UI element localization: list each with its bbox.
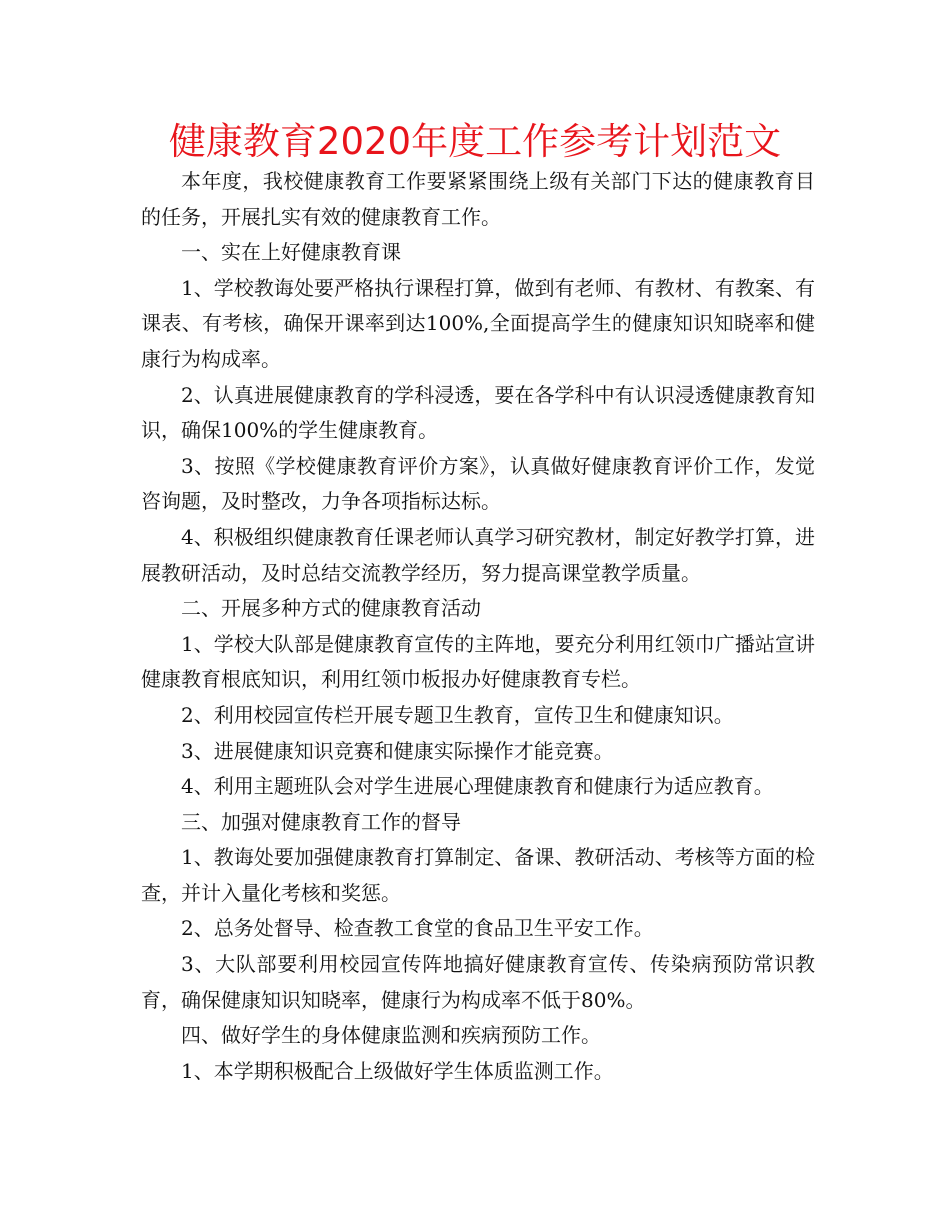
paragraph-1-4: 4、积极组织健康教育任课老师认真学习研究教材，制定好教学打算，进展教研活动，及时总结交流教学经历，努力提高课堂教学质量。 <box>141 524 815 585</box>
document-body <box>141 164 815 1089</box>
paragraph-2-3: 3、进展健康知识竞赛和健康实际操作才能竞赛。 <box>181 738 614 763</box>
paragraph-3-1: 1、教诲处要加强健康教育打算制定、备课、教研活动、考核等方面的检查，并计入量化考核和奖惩。 <box>141 845 815 905</box>
paragraph-3-3: 3、大队部要利用校园宣传阵地搞好健康教育宣传、传染病预防常识教育，确保健康知识知晓率，健康行为构成率不低于80%。 <box>141 952 815 1012</box>
document-title: 健康教育2020年度工作参考计划范文 <box>168 120 782 163</box>
section-heading-4: 四、做好学生的身体健康监测和疾病预防工作。 <box>181 1023 601 1048</box>
paragraph-3-2: 2、总务处督导、检查教工食堂的食品卫生平安工作。 <box>181 916 654 941</box>
paragraph-1-1: 1、学校教诲处要严格执行课程打算，做到有老师、有教材、有教案、有课表、有考核，确保开课率到达100%,全面提高学生的健康知识知晓率和健康行为构成率。 <box>141 275 815 371</box>
paragraph-intro: 本年度，我校健康教育工作要紧紧围绕上级有关部门下达的健康教育目的任务，开展扎实有效的健康教育工作。 <box>141 169 815 229</box>
paragraph-4-1: 1、本学期积极配合上级做好学生体质监测工作。 <box>181 1058 614 1083</box>
section-heading-2: 二、开展多种方式的健康教育活动 <box>181 596 481 621</box>
paragraph-2-4: 4、利用主题班队会对学生进展心理健康教育和健康行为适应教育。 <box>181 774 774 799</box>
section-heading-3: 三、加强对健康教育工作的督导 <box>181 809 461 834</box>
section-heading-1: 一、实在上好健康教育课 <box>181 240 401 265</box>
paragraph-1-2: 2、认真进展健康教育的学科浸透，要在各学科中有认识浸透健康教育知识，确保100%的学生健康教育。 <box>141 382 815 443</box>
paragraph-2-2: 2、利用校园宣传栏开展专题卫生教育，宣传卫生和健康知识。 <box>181 702 734 727</box>
paragraph-1-3: 3、按照《学校健康教育评价方案》，认真做好健康教育评价工作，发觉咨询题，及时整改，力争各项指标达标。 <box>141 453 815 514</box>
paragraph-2-1: 1、学校大队部是健康教育宣传的主阵地，要充分利用红领巾广播站宣讲健康教育根底知识，利用红领巾板报办好健康教育专栏。 <box>141 631 815 692</box>
